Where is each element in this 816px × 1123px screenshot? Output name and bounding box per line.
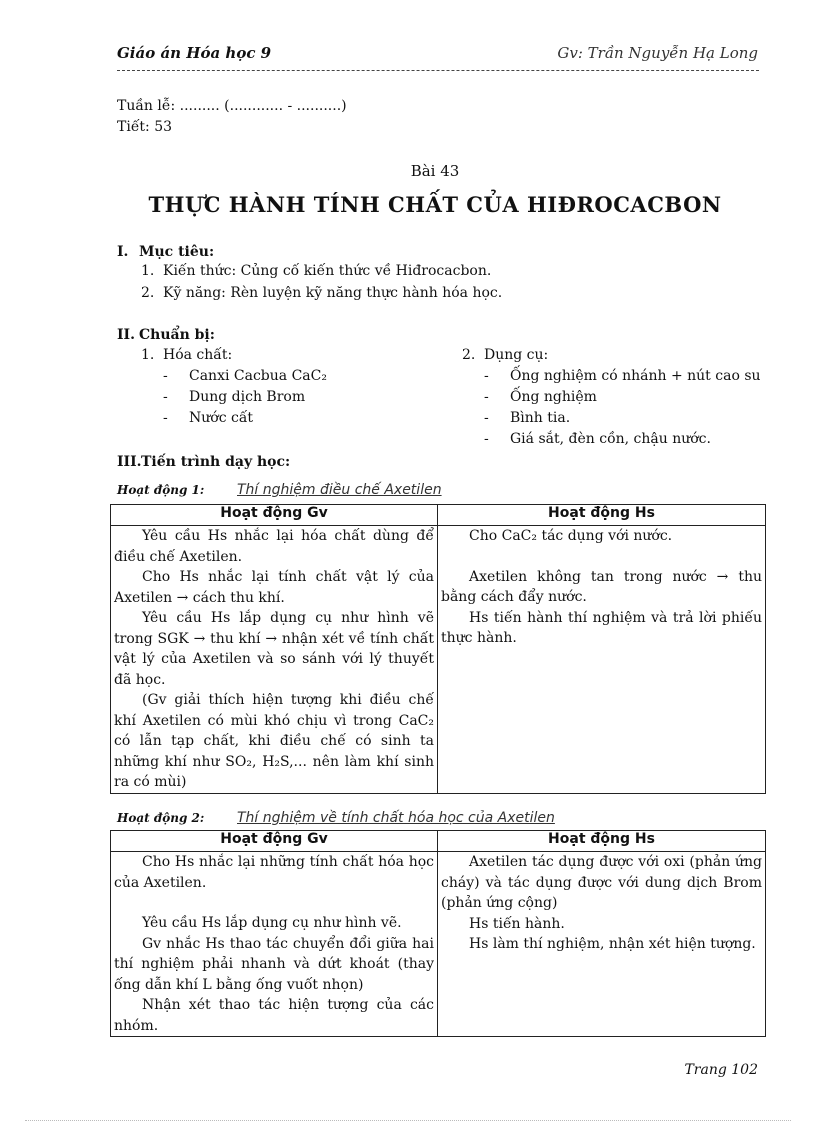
header-divider: [117, 70, 759, 71]
page-bottom-divider: [25, 1120, 791, 1121]
header-left: Giáo án Hóa học 9: [117, 44, 272, 62]
hs-paragraph: Axetilen tác dụng được với oxi (phản ứng cháy) và tác dụng được với dung dịch Brom (phản ứng cộng): [441, 854, 762, 911]
spacer: [441, 547, 762, 567]
gv-cell: [111, 852, 438, 1037]
chemical-text: Canxi Cacbua CaC₂: [189, 368, 327, 384]
tool-text: Ống nghiệm: [510, 389, 597, 405]
activity-label: Hoạt động 1:: [117, 483, 205, 497]
week-line: Tuần lễ: ......... (............ - ..........): [117, 98, 347, 114]
tool-item: - Bình tia.: [484, 410, 571, 426]
hs-cell: [438, 852, 766, 1037]
tool-item: - Giá sắt, đèn cồn, chậu nước.: [484, 431, 711, 447]
hs-paragraph: Hs tiến hành thí nghiệm và trả lời phiếu thực hành.: [441, 609, 762, 646]
section-number: III.: [117, 454, 142, 470]
activity-title: Thí nghiệm điều chế Axetilen: [237, 482, 442, 498]
section-heading-text: Chuẩn bị:: [139, 327, 215, 343]
objective-item: [141, 263, 491, 279]
activity-1-table: [110, 504, 766, 794]
tool-text: Ống nghiệm có nhánh + nút cao su: [510, 368, 761, 384]
tool-item: - Ống nghiệm: [484, 389, 597, 405]
lesson-number: Bài 43: [410, 162, 460, 180]
item-text: Kiến thức: Củng cố kiến thức về Hiđrocacbon.: [163, 263, 492, 279]
col-header-hs: Hoạt động Hs: [438, 831, 766, 852]
col-header-gv: Hoạt động Gv: [111, 505, 438, 526]
gv-paragraph: Gv nhắc Hs thao tác chuyển đổi giữa hai thí nghiệm phải nhanh và dứt khoát (thay ống dẫn khí L bằng ống vuốt nhọn): [114, 935, 434, 993]
activity-title: Thí nghiệm về tính chất hóa học của Axetilen: [237, 810, 555, 826]
section-objectives-heading: [117, 244, 214, 260]
hs-cell: [438, 526, 766, 794]
item-number: 2.: [141, 285, 155, 301]
gv-paragraph: Cho Hs nhắc lại những tính chất hóa học của Axetilen.: [114, 854, 434, 891]
section-heading-text: Tiến trình dạy học:: [141, 454, 291, 470]
section-number: II.: [117, 327, 135, 343]
hs-paragraph: Hs tiến hành.: [469, 915, 565, 932]
col-header-hs: Hoạt động Hs: [438, 505, 766, 526]
col-header-gv: Hoạt động Gv: [111, 831, 438, 852]
tool-item: - Ống nghiệm có nhánh + nút cao su: [484, 368, 761, 384]
section-procedure-heading: [117, 454, 290, 470]
gv-cell: [111, 526, 438, 794]
activity-2-header: [117, 810, 555, 826]
item-text: Dụng cụ:: [484, 347, 549, 363]
hs-paragraph: Cho CaC₂ tác dụng với nước.: [469, 528, 673, 544]
item-number: 1.: [141, 347, 155, 363]
tool-text: Giá sắt, đèn cồn, chậu nước.: [510, 431, 711, 447]
gv-paragraph: Cho Hs nhắc lại tính chất vật lý của Axetilen → cách thu khí.: [114, 569, 434, 606]
item-number: 2.: [462, 347, 476, 363]
chemicals-label: [141, 347, 232, 363]
gv-paragraph: Yêu cầu Hs lắp dụng cụ như hình vẽ.: [142, 915, 402, 931]
item-number: 1.: [141, 263, 155, 279]
chemical-text: Dung dịch Brom: [189, 389, 306, 405]
activity-1-header: [117, 482, 442, 498]
spacer: [114, 893, 434, 913]
chemical-text: Nước cất: [189, 410, 254, 426]
item-text: Hóa chất:: [163, 347, 233, 363]
page-number: Trang 102: [684, 1062, 758, 1078]
chemical-item: - Canxi Cacbua CaC₂: [163, 368, 327, 384]
section-number: I.: [117, 244, 129, 260]
objective-item: [141, 285, 502, 301]
activity-2-table: [110, 830, 766, 1037]
header-right: Gv: Trần Nguyễn Hạ Long: [557, 44, 758, 62]
hs-paragraph: Hs làm thí nghiệm, nhận xét hiện tượng.: [469, 936, 756, 952]
section-preparation-heading: [117, 327, 215, 343]
gv-paragraph: Yêu cầu Hs lắp dụng cụ như hình vẽ trong SGK → thu khí → nhận xét về tính chất vật lý của Axetilen và so sánh với lý thuyết đã học.: [114, 610, 434, 688]
tool-text: Bình tia.: [510, 410, 571, 426]
period-line: Tiết: 53: [117, 119, 173, 135]
gv-paragraph: Yêu cầu Hs nhắc lại hóa chất dùng để điều chế Axetilen.: [114, 528, 434, 565]
item-text: Kỹ năng: Rèn luyện kỹ năng thực hành hóa học.: [163, 285, 503, 301]
chemical-item: - Dung dịch Brom: [163, 389, 306, 405]
hs-paragraph: Axetilen không tan trong nước → thu bằng cách đẩy nước.: [441, 568, 762, 605]
activity-label: Hoạt động 2:: [117, 811, 205, 825]
tools-label: [462, 347, 548, 363]
section-heading-text: Mục tiêu:: [139, 244, 215, 260]
gv-paragraph: Nhận xét thao tác hiện tượng của các nhóm.: [114, 997, 434, 1034]
page-title: THỰC HÀNH TÍNH CHẤT CỦA HIĐROCACBON: [148, 192, 722, 217]
chemical-item: - Nước cất: [163, 410, 254, 426]
gv-paragraph: (Gv giải thích hiện tượng khi điều chế khí Axetilen có mùi khó chịu vì trong CaC₂ có lẫn tạp chất, khi điều chế có sinh ta những khí như SO₂, H₂S,... nên làm khí sinh ra có mùi): [114, 692, 434, 790]
